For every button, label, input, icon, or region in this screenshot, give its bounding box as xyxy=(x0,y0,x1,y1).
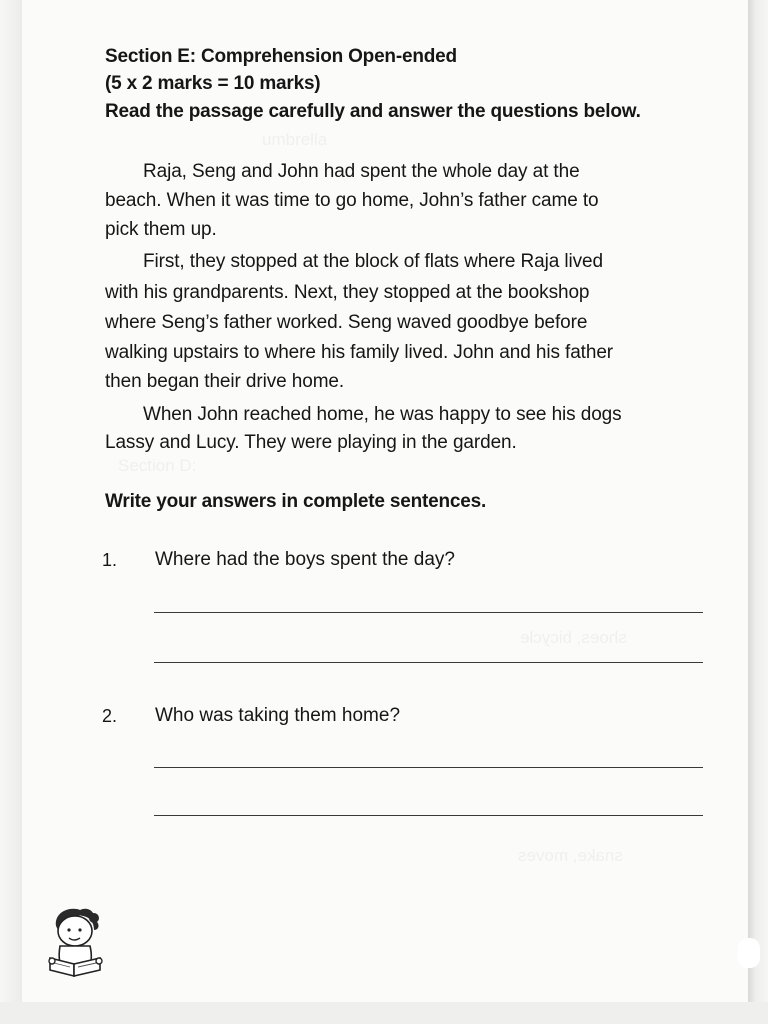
binder-tab xyxy=(738,938,760,968)
question-number: 2. xyxy=(102,706,118,726)
section-marks: (5 x 2 marks = 10 marks) xyxy=(105,73,321,94)
bleed-through-text xyxy=(262,130,327,150)
passage-line: First, they stopped at the block of flats where Raja lived xyxy=(143,251,603,272)
passage-line: beach. When it was time to go home, John’s father came to xyxy=(105,190,599,211)
question-text: Who was taking them home? xyxy=(155,705,401,726)
bleed-through-text xyxy=(518,846,623,866)
bleed-through-text xyxy=(118,456,196,476)
section-instruction: Read the passage carefully and answer the questions below. xyxy=(105,101,641,122)
passage-line: where Seng’s father worked. Seng waved goodbye before xyxy=(105,312,588,333)
page-right-edge xyxy=(748,0,768,1024)
passage-line: Raja, Seng and John had spent the whole day at the xyxy=(143,161,580,182)
child-reading-icon xyxy=(44,904,108,978)
passage-line: Lassy and Lucy. They were playing in the garden. xyxy=(105,432,517,453)
bleed-through-text xyxy=(520,628,627,648)
answer-line[interactable] xyxy=(154,815,703,816)
section-title: Section E: Comprehension Open-ended xyxy=(105,46,457,67)
answer-line[interactable] xyxy=(154,767,703,768)
question-text: Where had the boys spent the day? xyxy=(155,549,455,570)
question-number: 1. xyxy=(102,550,118,570)
answer-line[interactable] xyxy=(154,662,703,663)
page-bottom-edge xyxy=(0,1002,768,1024)
passage-line: with his grandparents. Next, they stopped at the bookshop xyxy=(105,282,590,303)
page-left-gutter xyxy=(0,0,22,1002)
answer-line[interactable] xyxy=(154,612,703,613)
passage-line: When John reached home, he was happy to see his dogs xyxy=(143,404,622,425)
passage-line: then began their drive home. xyxy=(105,371,345,392)
answers-instruction: Write your answers in complete sentences. xyxy=(105,491,487,512)
passage-line: pick them up. xyxy=(105,219,217,240)
passage-line: walking upstairs to where his family lived. John and his father xyxy=(105,342,614,363)
